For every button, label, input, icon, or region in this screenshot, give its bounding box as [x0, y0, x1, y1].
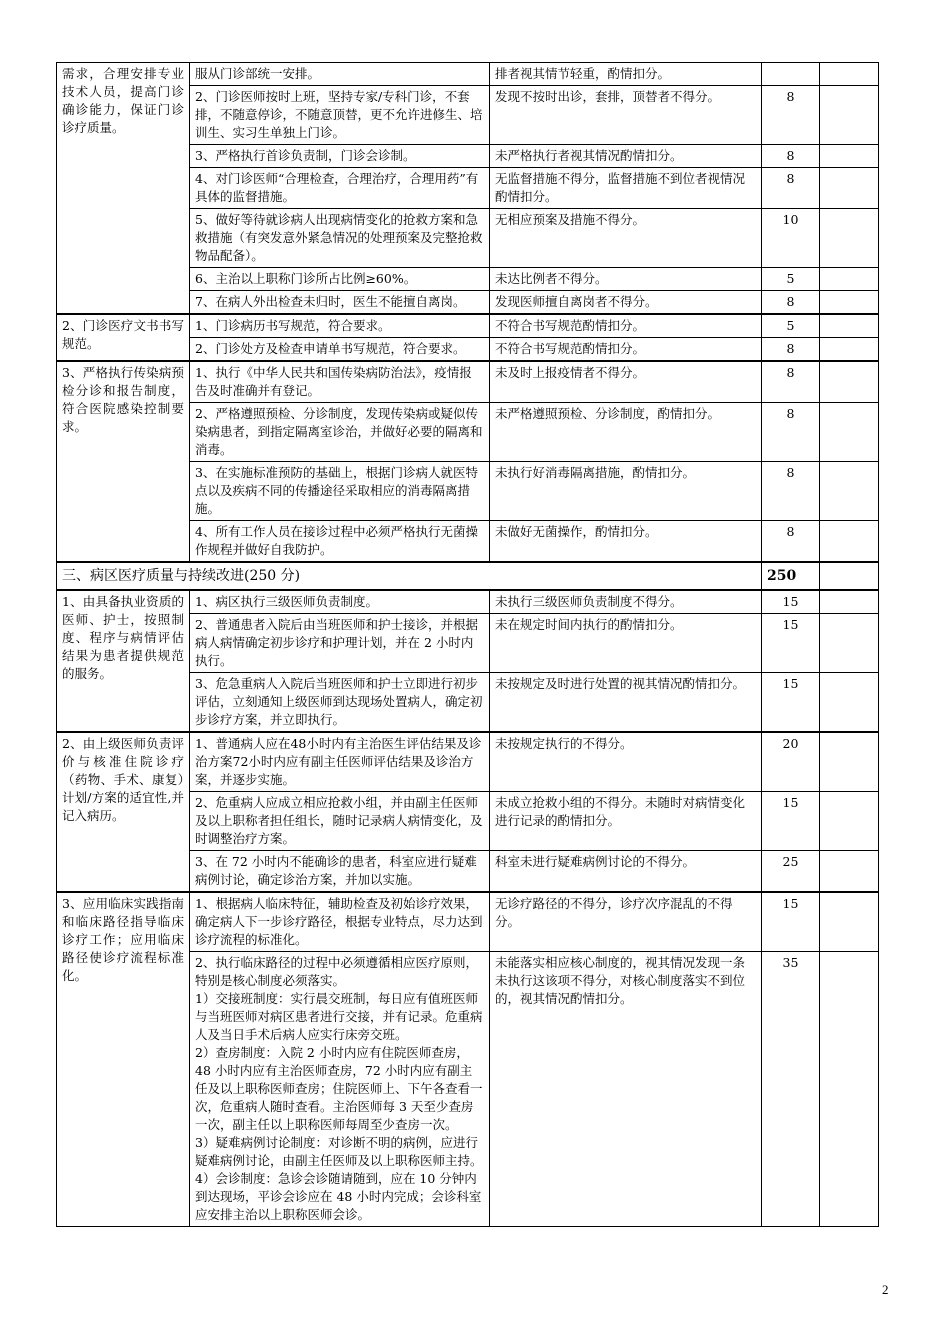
requirement-cell: [190, 521, 490, 563]
requirement-cell: [190, 168, 490, 209]
blank-cell: [820, 892, 879, 952]
page-number: 2: [882, 1282, 889, 1297]
score-cell: [762, 63, 820, 86]
requirement-text: 2、执行临床路径的过程中必须遵循相应医疗原则，特别是核心制度必须落实。: [195, 955, 478, 988]
item-cell: 2、门诊医疗文书书写规范。: [57, 314, 190, 361]
item-cell: 1、由具备执业资质的医师、护士，按照制度、程序与病情评估结果为患者提供规范的服务。: [57, 590, 190, 732]
score-cell: 8: [762, 361, 820, 403]
blank-cell: [820, 209, 879, 268]
requirement-cell: [190, 145, 490, 168]
criteria-cell: 未能落实相应核心制度的，视其情况发现一条未执行这该项不得分，对核心制度落实不到位的，视其情况酌情扣分。: [490, 952, 762, 1227]
requirement-text: 2、普通患者入院后由当班医师和护士接诊，并根据病人病情确定初步诊疗和护理计划，并在 2 小时内执行。: [195, 617, 478, 668]
table-row: [57, 63, 879, 86]
score-cell: 5: [762, 268, 820, 291]
blank-cell: [820, 86, 879, 145]
criteria-cell: 未严格执行者视其情况酌情扣分。: [490, 145, 762, 168]
criteria-cell: 未按规定及时进行处置的视其情况酌情扣分。: [490, 673, 762, 733]
requirement-cell: [190, 792, 490, 851]
criteria-cell: 不符合书写规范酌情扣分。: [490, 338, 762, 362]
requirement-text: 3、危急重病人入院后当班医师和护士立即进行初步评估，立刻通知上级医师到达现场处置病人，确定初步诊疗方案，并立即执行。: [195, 676, 483, 727]
section-title: 三、病区医疗质量与持续改进(250 分): [57, 562, 762, 590]
score-cell: 25: [762, 851, 820, 893]
blank-cell: [820, 590, 879, 614]
requirement-text: 1、门诊病历书写规范，符合要求。: [195, 318, 391, 333]
table-row: [57, 892, 879, 952]
requirement-subitem: 2）查房制度：入院 2 小时内应有住院医师查房，48 小时内应有主治医师查房，72 小时内应有副主任及以上职称医师查房；住院医师上、下午各查看一次，危重病人随时查看。主治医师每 3 天至少查房一次，副主任以上职称医师每周至少查房一次。: [195, 1045, 483, 1132]
criteria-cell: 未执行好消毒隔离措施，酌情扣分。: [490, 462, 762, 521]
criteria-cell: 发现医师擅自离岗者不得分。: [490, 291, 762, 315]
blank-cell: [820, 952, 879, 1227]
requirement-text: 1、根据病人临床特征，辅助检查及初始诊疗效果，确定病人下一步诊疗路径，根据专业特点，尽力达到诊疗流程的标准化。: [195, 896, 483, 947]
requirement-text: 6、主治以上职称门诊所占比例≥60%。: [195, 271, 417, 286]
blank-cell: [820, 291, 879, 315]
requirement-text: 服从门诊部统一安排。: [195, 66, 321, 81]
requirement-text: 2、严格遵照预检、分诊制度，发现传染病或疑似传染病患者，到指定隔离室诊治，并做好必要的隔离和消毒。: [195, 406, 483, 457]
blank-cell: [820, 145, 879, 168]
criteria-cell: 未成立抢救小组的不得分。未随时对病情变化进行记录的酌情扣分。: [490, 792, 762, 851]
score-cell: 8: [762, 291, 820, 315]
requirement-text: 1、普通病人应在48小时内有主治医生评估结果及诊治方案72小时内应有副主任医师评估结果及诊治方案，并逐步实施。: [195, 736, 482, 787]
score-cell: 8: [762, 86, 820, 145]
requirement-cell: [190, 732, 490, 792]
evaluation-table: [56, 62, 879, 1227]
requirement-cell: [190, 63, 490, 86]
score-cell: 8: [762, 168, 820, 209]
blank-cell: [820, 314, 879, 338]
blank-cell: [820, 732, 879, 792]
requirement-text: 3、在实施标准预防的基础上，根据门诊病人就医特点以及疾病不同的传播途径采取相应的消毒隔离措施。: [195, 465, 478, 516]
requirement-text: 4、所有工作人员在接诊过程中必须严格执行无菌操作规程并做好自我防护。: [195, 524, 478, 557]
blank-cell: [820, 462, 879, 521]
requirement-text: 2、门诊医师按时上班，坚持专家/专科门诊，不套排，不随意停诊，不随意顶替，更不允许进修生、培训生、实习生单独上门诊。: [195, 89, 483, 140]
blank-cell: [820, 792, 879, 851]
score-cell: 15: [762, 892, 820, 952]
item-cell: 需求，合理安排专业技术人员，提高门诊确诊能力，保证门诊诊疗质量。: [57, 63, 190, 315]
blank-cell: [820, 521, 879, 563]
table-row: [57, 732, 879, 792]
table-row: [57, 590, 879, 614]
criteria-cell: 不符合书写规范酌情扣分。: [490, 314, 762, 338]
criteria-cell: 排者视其情节轻重，酌情扣分。: [490, 63, 762, 86]
blank-cell: [820, 361, 879, 403]
blank-cell: [820, 614, 879, 673]
score-cell: 15: [762, 590, 820, 614]
requirement-cell: [190, 209, 490, 268]
requirement-cell: [190, 892, 490, 952]
blank-cell: [820, 168, 879, 209]
criteria-cell: 未按规定执行的不得分。: [490, 732, 762, 792]
criteria-cell: 未执行三级医师负责制度不得分。: [490, 590, 762, 614]
blank-cell: [820, 562, 879, 590]
requirement-text: 3、严格执行首诊负责制，门诊会诊制。: [195, 148, 416, 163]
requirement-cell: [190, 268, 490, 291]
score-cell: 8: [762, 521, 820, 563]
requirement-cell: [190, 291, 490, 315]
criteria-cell: 未严格遵照预检、分诊制度，酌情扣分。: [490, 403, 762, 462]
requirement-text: 1、执行《中华人民共和国传染病防治法》，疫情报告及时准确并有登记。: [195, 365, 472, 398]
requirement-text: 7、在病人外出检查未归时，医生不能擅自离岗。: [195, 294, 466, 309]
requirement-cell: [190, 952, 490, 1227]
score-cell: 8: [762, 145, 820, 168]
criteria-cell: 发现不按时出诊，套排，顶替者不得分。: [490, 86, 762, 145]
requirement-cell: [190, 403, 490, 462]
score-cell: 8: [762, 338, 820, 362]
requirement-cell: [190, 86, 490, 145]
blank-cell: [820, 268, 879, 291]
blank-cell: [820, 851, 879, 893]
requirement-text: 5、做好等待就诊病人出现病情变化的抢救方案和急救措施（有突发意外紧急情况的处理预案及完整抢救物品配备）。: [195, 212, 483, 263]
requirement-cell: [190, 851, 490, 893]
score-cell: 8: [762, 462, 820, 521]
score-cell: 20: [762, 732, 820, 792]
requirement-subitem: 3）疑难病例讨论制度：对诊断不明的病例，应进行疑难病例讨论，由副主任医师及以上职称医师主持。: [195, 1135, 483, 1168]
score-cell: 5: [762, 314, 820, 338]
requirement-text: 1、病区执行三级医师负责制度。: [195, 594, 378, 609]
criteria-cell: 未在规定时间内执行的酌情扣分。: [490, 614, 762, 673]
score-cell: 35: [762, 952, 820, 1227]
requirement-cell: [190, 614, 490, 673]
criteria-cell: 无诊疗路径的不得分，诊疗次序混乱的不得分。: [490, 892, 762, 952]
score-cell: 15: [762, 792, 820, 851]
requirement-cell: [190, 361, 490, 403]
section-heading-row: [57, 562, 879, 590]
item-cell: 2、由上级医师负责评价与核准住院诊疗（药物、手术、康复）计划/方案的适宜性,并记入病历。: [57, 732, 190, 892]
requirement-cell: [190, 590, 490, 614]
requirement-text: 4、对门诊医师“合理检查，合理治疗，合理用药”有具体的监督措施。: [195, 171, 479, 204]
requirement-subitem: 4）会诊制度：急诊会诊随请随到，应在 10 分钟内到达现场，平诊会诊应在 48 小时内完成；会诊科室应安排主治以上职称医师会诊。: [195, 1171, 482, 1222]
requirement-text: 2、门诊处方及检查申请单书写规范，符合要求。: [195, 341, 466, 356]
criteria-cell: 未做好无菌操作，酌情扣分。: [490, 521, 762, 563]
section-score: 250: [762, 562, 820, 590]
criteria-cell: 未及时上报疫情者不得分。: [490, 361, 762, 403]
criteria-cell: 无监督措施不得分，监督措施不到位者视情况酌情扣分。: [490, 168, 762, 209]
criteria-cell: 无相应预案及措施不得分。: [490, 209, 762, 268]
item-cell: 3、严格执行传染病预检分诊和报告制度，符合医院感染控制要求。: [57, 361, 190, 562]
table-row: [57, 314, 879, 338]
item-cell: 3、应用临床实践指南和临床路径指导临床诊疗工作；应用临床路径使诊疗流程标准化。: [57, 892, 190, 1227]
table-row: [57, 361, 879, 403]
requirement-cell: [190, 462, 490, 521]
blank-cell: [820, 673, 879, 733]
score-cell: 10: [762, 209, 820, 268]
criteria-cell: 科室未进行疑难病例讨论的不得分。: [490, 851, 762, 893]
blank-cell: [820, 403, 879, 462]
requirement-cell: [190, 338, 490, 362]
requirement-subitem: 1）交接班制度：实行晨交班制，每日应有值班医师与当班医师对病区患者进行交接，并有记录。危重病人及当日手术后病人应实行床旁交班。: [195, 991, 483, 1042]
blank-cell: [820, 338, 879, 362]
blank-cell: [820, 63, 879, 86]
requirement-text: 3、在 72 小时内不能确诊的患者，科室应进行疑难病例讨论，确定诊治方案，并加以实施。: [195, 854, 477, 887]
score-cell: 8: [762, 403, 820, 462]
criteria-cell: 未达比例者不得分。: [490, 268, 762, 291]
score-cell: 15: [762, 614, 820, 673]
score-cell: 15: [762, 673, 820, 733]
requirement-text: 2、危重病人应成立相应抢救小组，并由副主任医师及以上职称者担任组长，随时记录病人病情变化，及时调整治疗方案。: [195, 795, 483, 846]
requirement-cell: [190, 673, 490, 733]
requirement-cell: [190, 314, 490, 338]
